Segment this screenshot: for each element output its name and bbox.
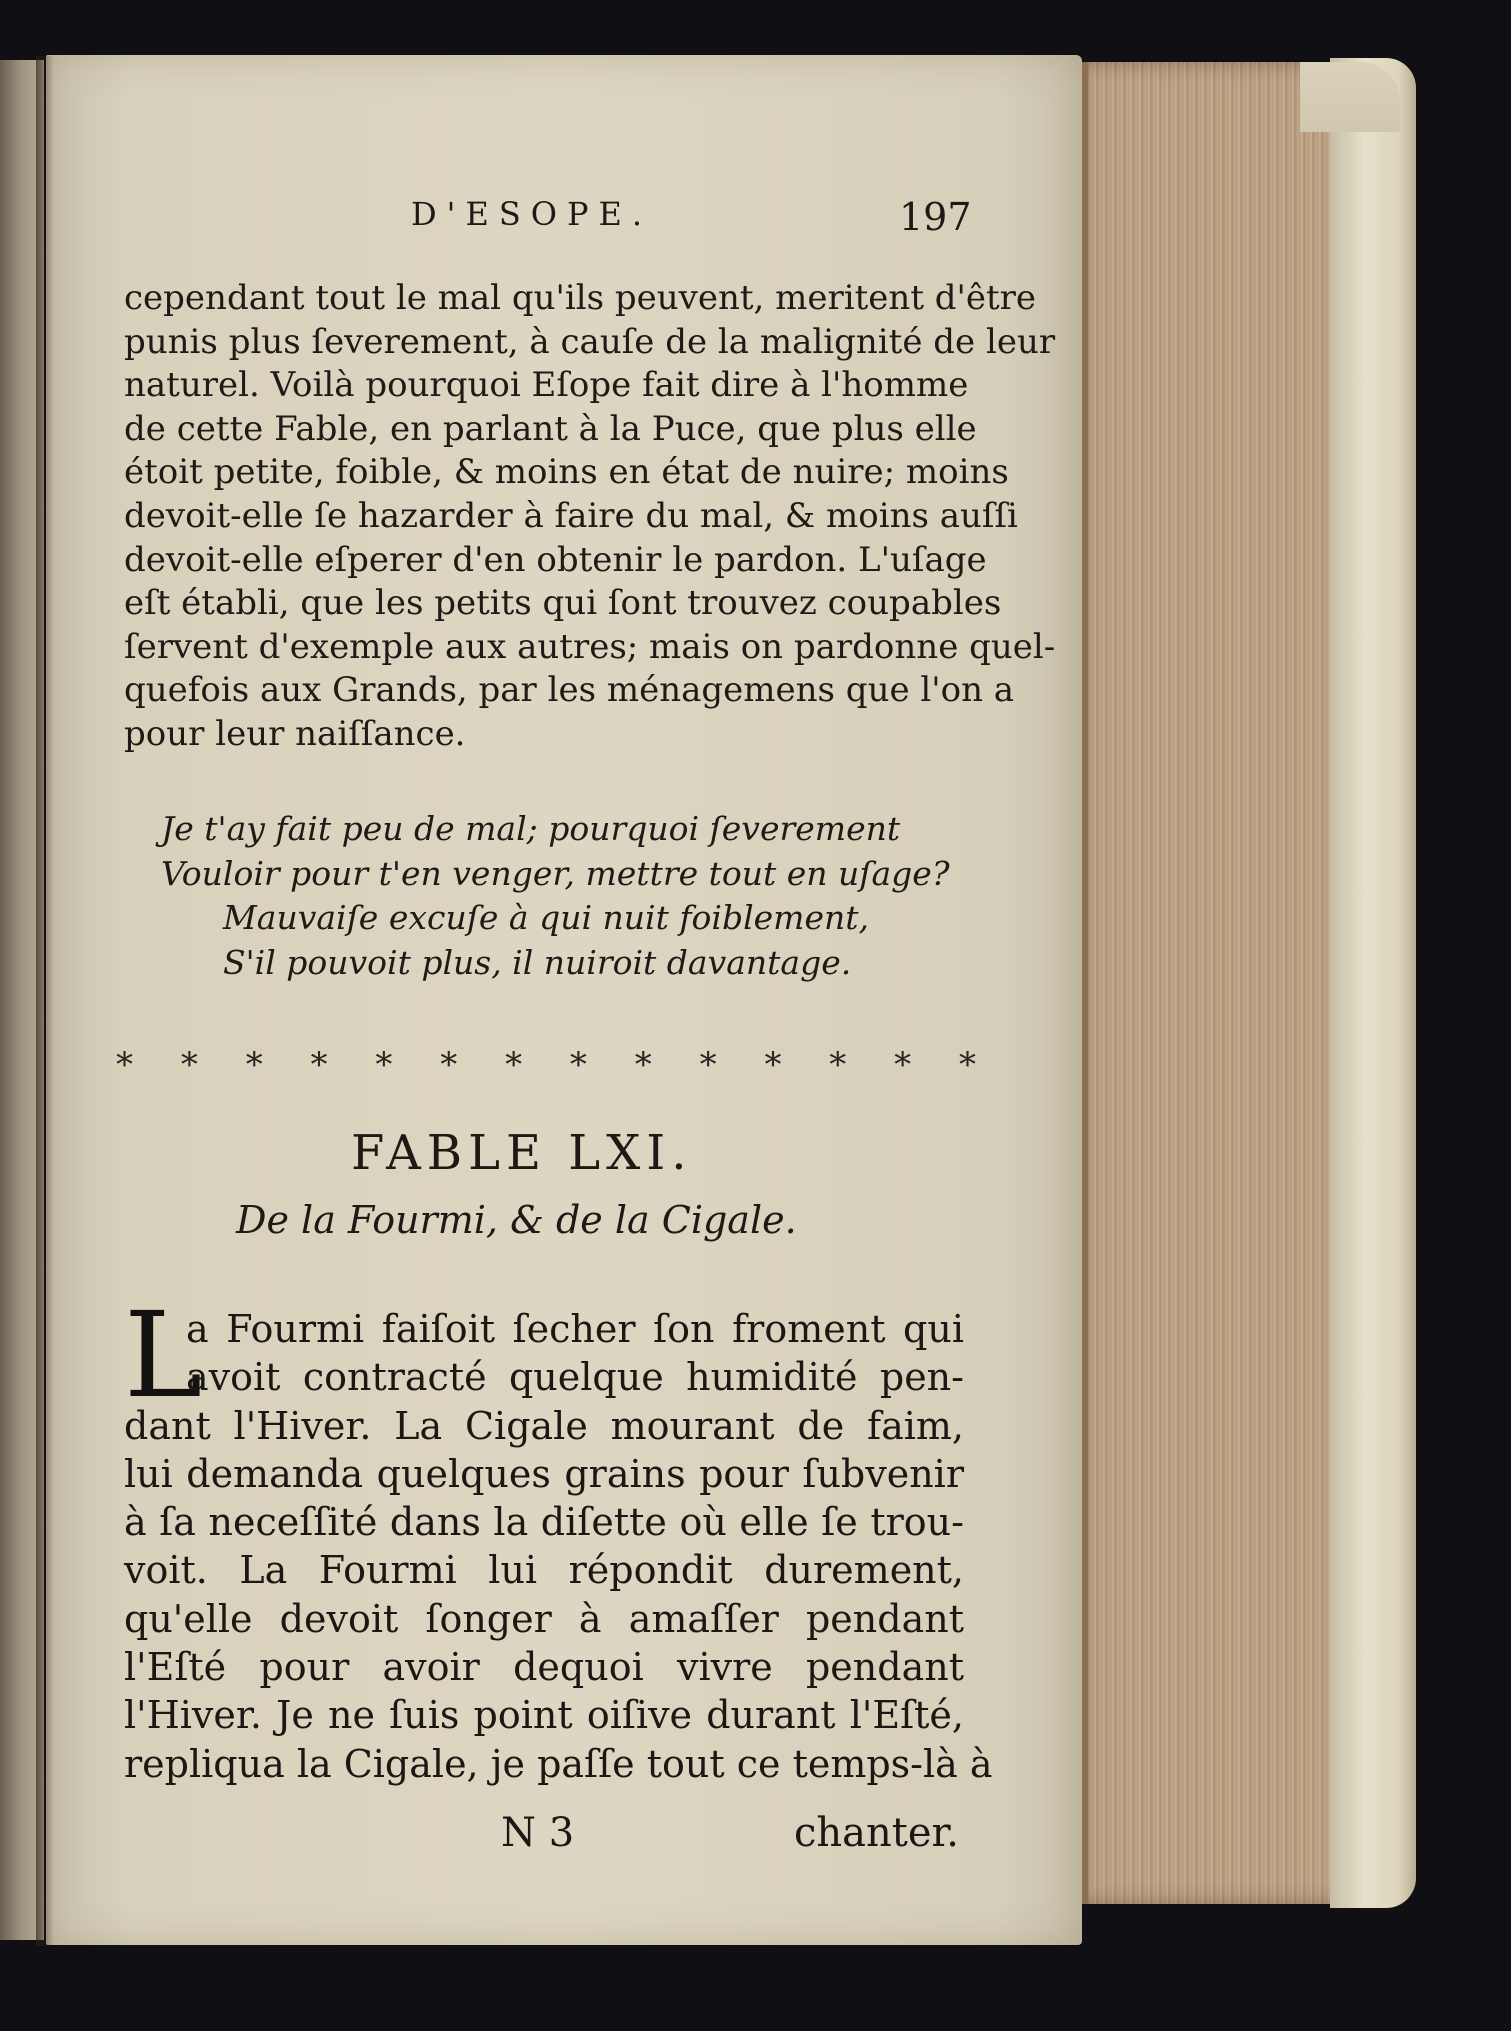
moral-verse (161, 807, 981, 985)
commentary-paragraph (124, 277, 1056, 757)
asterisk-ornament: * (634, 1045, 652, 1085)
text-line: voit. La Fourmi lui répondit durement, (124, 1548, 964, 1593)
text-line: devoit-elle ſe hazarder à faire du mal, & moins auſſi (124, 495, 1018, 536)
text-line: étoit petite, foible, & moins en état de nuire; moins (124, 452, 1009, 493)
page-number: 197 (899, 195, 972, 239)
verse-line: S'il pouvoit plus, il nuiroit davantage. (223, 942, 852, 982)
text-line: à ſa neceſſité dans la diſette où elle ſe trou- (124, 1500, 964, 1545)
text-line: l'Hiver. Je ne ſuis point oiſive durant l'Eſté, (124, 1693, 964, 1738)
text-line: eſt établi, que les petits qui ſont trouvez coupables (124, 583, 1002, 624)
fable-paragraph (124, 1286, 993, 1788)
vellum-cover-top (1300, 62, 1400, 132)
fable-title: FABLE LXI. (351, 1125, 693, 1181)
verse-line: Vouloir pour t'en venger, mettre tout en uſage? (161, 853, 950, 893)
text-line: naturel. Voilà pourquoi Eſope fait dire à l'homme (124, 365, 969, 406)
text-line: dant l'Hiver. La Cigale mourant de faim, (124, 1403, 964, 1448)
asterisk-ornament: * (116, 1045, 133, 1085)
asterisk-ornament: * (958, 1045, 976, 1085)
text-line: de cette Fable, en parlant à la Puce, que plus elle (124, 408, 977, 449)
drop-cap: L (124, 1286, 203, 1424)
catchword: chanter. (794, 1810, 959, 1856)
asterisk-ornament: * (180, 1045, 198, 1085)
asterisk-ornament: * (764, 1045, 782, 1085)
text-line: devoit-elle eſperer d'en obtenir le pardon. L'uſage (124, 539, 987, 580)
text-line: punis plus ſeverement, à cauſe de la malignité de leur (124, 321, 1056, 362)
text-line: lui demanda quelques grains pour ſubvenir (124, 1451, 964, 1496)
asterisk-ornament-rule (116, 1045, 976, 1085)
binding-shadow (36, 56, 54, 1946)
asterisk-ornament: * (375, 1045, 393, 1085)
asterisk-ornament: * (569, 1045, 587, 1085)
text-line: ſervent d'exemple aux autres; mais on pardonne quel- (124, 626, 1056, 667)
asterisk-ornament: * (245, 1045, 263, 1085)
asterisk-ornament: * (440, 1045, 458, 1085)
text-line: l'Eſté pour avoir dequoi vivre pendant (124, 1645, 964, 1690)
asterisk-ornament: * (310, 1045, 328, 1085)
fable-subtitle: De la Fourmi, & de la Cigale. (236, 1198, 797, 1242)
running-head: D'ESOPE. (411, 195, 653, 233)
text-line: qu'elle devoit ſonger à amaſſer pendant (124, 1596, 964, 1641)
asterisk-ornament: * (829, 1045, 847, 1085)
asterisk-ornament: * (699, 1045, 717, 1085)
asterisk-ornament: * (505, 1045, 523, 1085)
book-page (46, 55, 1082, 1945)
vellum-cover (1330, 58, 1416, 1908)
text-line: cependant tout le mal qu'ils peuvent, meritent d'être (124, 278, 1037, 318)
page-header (46, 195, 1082, 245)
signature-mark: N 3 (501, 1810, 575, 1856)
text-line: avoit contracté quelque humidité pen- (186, 1355, 964, 1400)
verse-line: Mauvaiſe excuſe à qui nuit foiblement, (223, 898, 869, 937)
text-line: a Fourmi faiſoit ſecher ſon froment qui (186, 1307, 964, 1351)
text-line: pour leur naiſſance. (124, 713, 466, 754)
text-line: quefois aux Grands, par les ménagemens que l'on a (124, 670, 1015, 711)
verse-line: Je t'ay fait peu de mal; pourquoi ſeverement (161, 809, 901, 848)
text-line: repliqua la Cigale, je paſſe tout ce temps-là à (124, 1741, 993, 1786)
page-footer (46, 1810, 1082, 1860)
asterisk-ornament: * (894, 1045, 912, 1085)
